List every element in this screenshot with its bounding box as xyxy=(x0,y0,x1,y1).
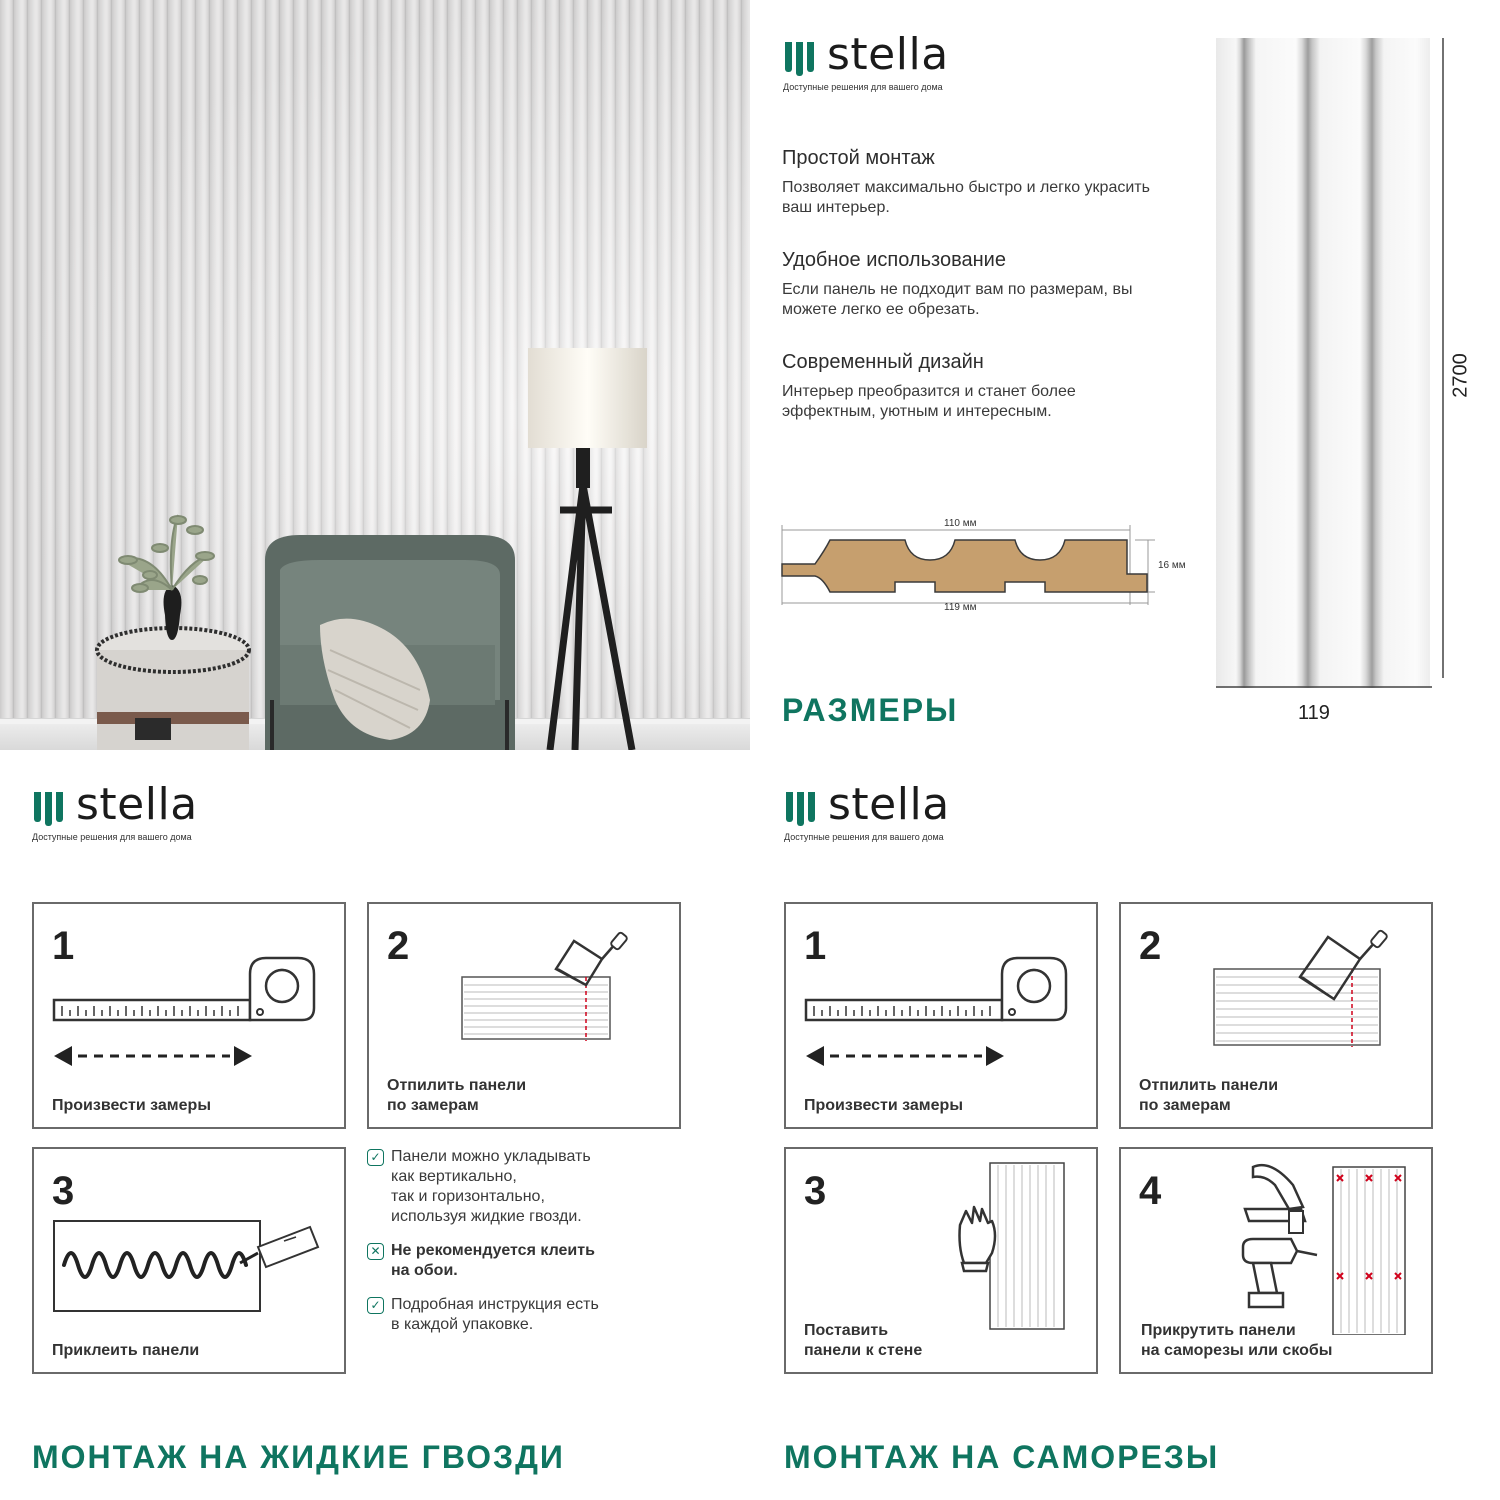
panel-on-wall-icon xyxy=(946,1161,1096,1361)
brand-tagline: Доступные решения для вашего дома xyxy=(783,82,943,92)
liquid-nails-title: МОНТАЖ НА ЖИДКИЕ ГВОЗДИ xyxy=(32,1439,565,1475)
interior-photo xyxy=(0,0,750,750)
liquid-step-3 xyxy=(32,1147,346,1374)
step-number: 3 xyxy=(804,1169,827,1213)
step-caption: Поставить панели к стене xyxy=(804,1322,923,1359)
step-caption: Приклеить панели xyxy=(52,1342,200,1359)
brand-name: stella xyxy=(827,29,949,80)
sizes-title: РАЗМЕРЫ xyxy=(782,692,959,728)
step-number: 2 xyxy=(1139,924,1162,968)
check-icon: ✓ xyxy=(367,1149,384,1166)
screws-step-2 xyxy=(1119,902,1433,1129)
liquid-step-2 xyxy=(367,902,681,1129)
cross-icon: ✕ xyxy=(367,1243,384,1260)
stella-logo-icon xyxy=(783,40,819,76)
profile-bottom-width: 119 мм xyxy=(944,602,977,613)
step-number: 1 xyxy=(804,924,827,968)
feature-text-3: Интерьер преобразится и станет более эффектным, уютным и интересным. xyxy=(782,383,1076,420)
feature-title-1: Простой монтаж xyxy=(782,147,935,169)
brand-tagline: Доступные решения для вашего дома xyxy=(784,832,944,842)
feature-text-1: Позволяет максимально быстро и легко украсить ваш интерьер. xyxy=(782,179,1150,216)
step-caption: Произвести замеры xyxy=(52,1097,211,1114)
profile-cross-section xyxy=(775,510,1205,620)
brand-logo-3 xyxy=(784,779,984,850)
feature-text-2: Если панель не подходит вам по размерам, вы можете легко ее обрезать. xyxy=(782,281,1133,318)
note-instructions: ✓ Подробная инструкция есть в каждой упаковке. xyxy=(391,1295,599,1335)
note-no-wallpaper: ✕ Не рекомендуется клеить на обои. xyxy=(391,1241,595,1281)
stella-logo-icon xyxy=(32,790,68,826)
step-caption: Отпилить панели по замерам xyxy=(1139,1077,1279,1114)
stapler-drill-icon xyxy=(1231,1155,1431,1335)
step-number: 1 xyxy=(52,924,75,968)
liquid-step-1 xyxy=(32,902,346,1129)
saw-cut-icon xyxy=(454,929,674,1049)
step-number: 2 xyxy=(387,924,410,968)
check-icon: ✓ xyxy=(367,1297,384,1314)
interior-scene-illustration xyxy=(0,0,750,750)
brand-logo xyxy=(783,29,983,100)
tape-measure-icon xyxy=(804,954,1084,1084)
brand-tagline: Доступные решения для вашего дома xyxy=(32,832,192,842)
panel-width-label: 119 xyxy=(1298,702,1330,724)
brand-name: stella xyxy=(76,779,198,830)
saw-cut-icon xyxy=(1206,929,1426,1049)
panel-height-label: 2700 xyxy=(1449,353,1472,398)
feature-title-2: Удобное использование xyxy=(782,249,1006,271)
step-caption: Прикрутить панели на саморезы или скобы xyxy=(1141,1322,1333,1359)
brand-name: stella xyxy=(828,779,950,830)
step-number: 4 xyxy=(1139,1169,1162,1213)
profile-thickness: 16 мм xyxy=(1158,560,1186,571)
profile-top-width: 110 мм xyxy=(944,518,977,529)
screws-title: МОНТАЖ НА САМОРЕЗЫ xyxy=(784,1439,1220,1475)
tape-measure-icon xyxy=(52,954,332,1084)
step-number: 3 xyxy=(52,1169,75,1213)
feature-title-3: Современный дизайн xyxy=(782,351,984,373)
panel-dimension-lines xyxy=(1210,30,1460,700)
stella-logo-icon xyxy=(784,790,820,826)
step-caption: Отпилить панели по замерам xyxy=(387,1077,527,1114)
step-caption: Произвести замеры xyxy=(804,1097,963,1114)
brand-logo-2 xyxy=(32,779,232,850)
screws-step-1 xyxy=(784,902,1098,1129)
glue-application-icon xyxy=(52,1217,332,1317)
screws-step-3 xyxy=(784,1147,1098,1374)
note-orientation: ✓ Панели можно укладывать как вертикально, так и горизонтально, используя жидкие гвозди. xyxy=(391,1147,591,1227)
screws-step-4 xyxy=(1119,1147,1433,1374)
